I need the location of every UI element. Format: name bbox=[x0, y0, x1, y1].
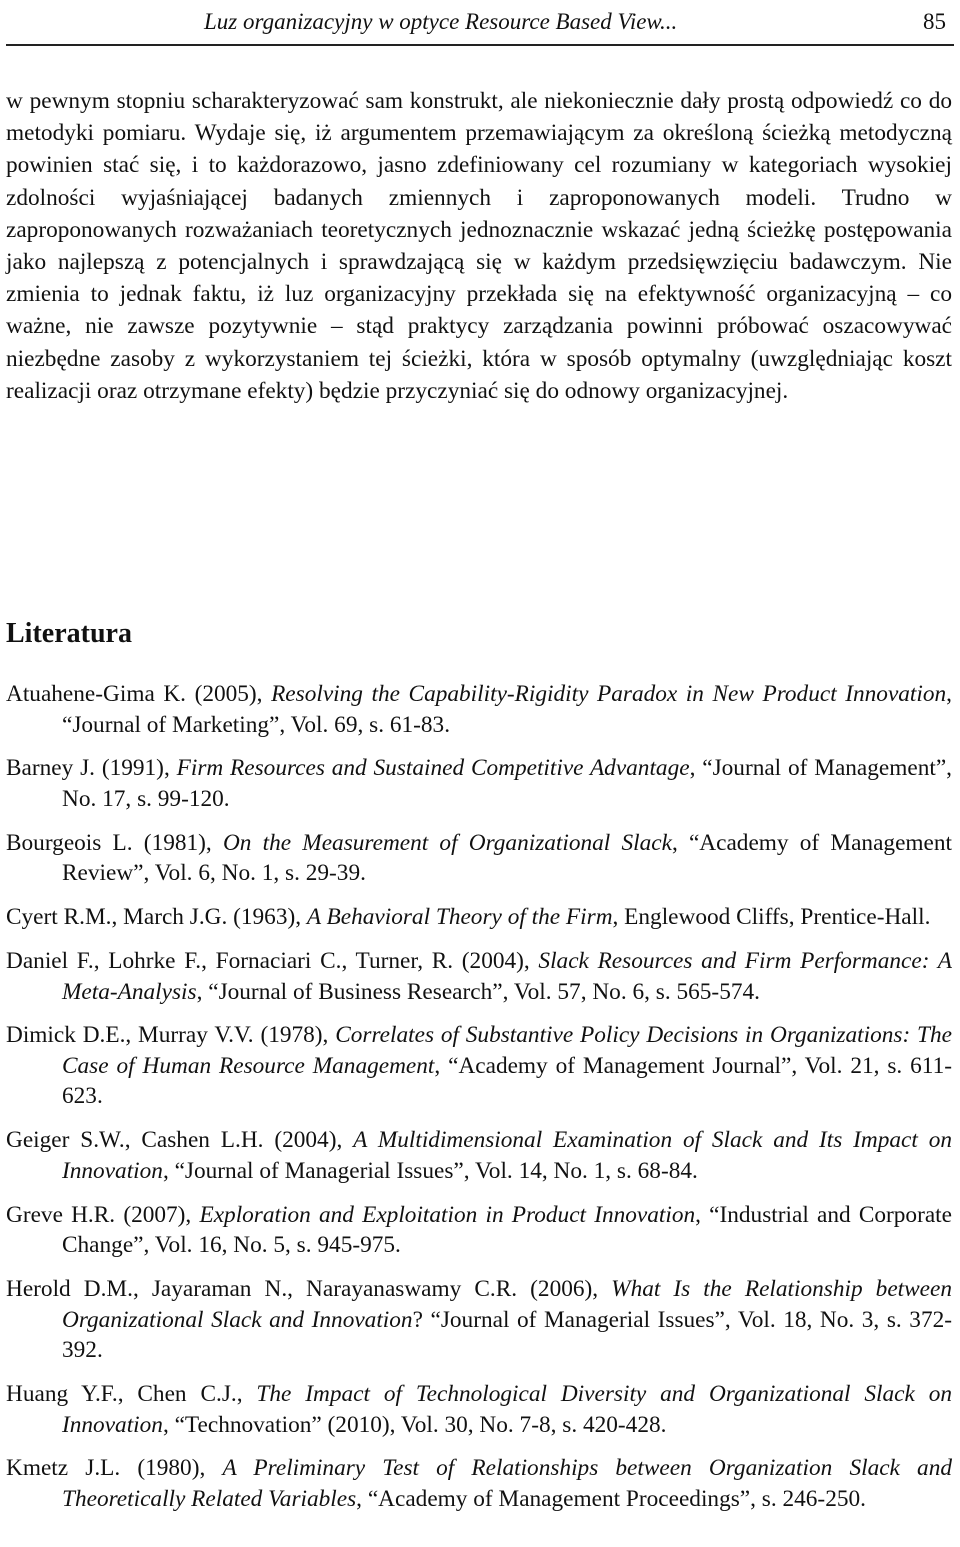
reference-source: ? “Journal of Managerial Issues”, Vol. 18, No. 3, s. 372-392. bbox=[62, 1306, 952, 1364]
reference-source: , “Journal of Managerial Issues”, Vol. 14, No. 1, s. 68-84. bbox=[162, 1157, 698, 1184]
reference-item bbox=[6, 679, 952, 740]
literature-heading: Literatura bbox=[6, 618, 132, 649]
reference-authors: Herold D.M., Jayaraman N., Narayanaswamy C.R. (2006), bbox=[6, 1276, 612, 1303]
reference-title: A Behavioral Theory of the Firm bbox=[306, 904, 613, 931]
reference-item bbox=[6, 946, 952, 1007]
reference-title: A Multidimensional Examination of Slack and Its Impact on Innovation bbox=[62, 1127, 953, 1184]
reference-authors: Barney J. (1991), bbox=[6, 755, 177, 782]
reference-item bbox=[6, 828, 952, 889]
reference-item bbox=[6, 1020, 952, 1112]
reference-title: Slack Resources and Firm Performance: A Meta-Analysis bbox=[62, 948, 952, 1005]
reference-list bbox=[6, 679, 952, 1528]
reference-authors: Kmetz J.L. (1980), bbox=[6, 1455, 223, 1482]
reference-title: Resolving the Capability-Rigidity Paradox in New Product Innovation bbox=[271, 681, 947, 707]
reference-authors: Dimick D.E., Murray V.V. (1978), bbox=[6, 1022, 336, 1049]
reference-source: , “Academy of Management Review”, Vol. 6, No. 1, s. 29-39. bbox=[62, 829, 952, 887]
reference-title: Exploration and Exploitation in Product Innovation bbox=[199, 1201, 696, 1228]
running-title: Luz organizacyjny w optyce Resource Based View... bbox=[204, 9, 678, 34]
reference-source: , “Journal of Management”, No. 17, s. 99-120. bbox=[62, 755, 953, 812]
reference-source: , Englewood Cliffs, Prentice-Hall. bbox=[612, 904, 931, 931]
reference-title: A Preliminary Test of Relationships between Organization Slack and Theoretically Related Variables bbox=[62, 1455, 953, 1512]
reference-source: , “Technovation” (2010), Vol. 30, No. 7-8, s. 420-428. bbox=[162, 1411, 667, 1438]
reference-item bbox=[6, 902, 952, 933]
page-header bbox=[6, 0, 954, 46]
reference-item bbox=[6, 1379, 952, 1440]
reference-item bbox=[6, 1200, 952, 1261]
reference-item bbox=[6, 753, 952, 814]
reference-source: , “Journal of Business Research”, Vol. 57, No. 6, s. 565-574. bbox=[196, 978, 760, 1005]
reference-item bbox=[6, 1125, 952, 1186]
reference-title: Correlates of Substantive Policy Decisions in Organizations: The Case of Human Resource Management bbox=[62, 1022, 952, 1079]
reference-title: The Impact of Technological Diversity and Organizational Slack on Innovation bbox=[62, 1381, 952, 1438]
reference-authors: Greve H.R. (2007), bbox=[6, 1201, 200, 1228]
reference-source: , “Journal of Marketing”, Vol. 69, s. 61-83. bbox=[62, 681, 952, 738]
body-paragraph: w pewnym stopniu scharakteryzować sam konstrukt, ale niekoniecznie dały prostą odpowiedź co do metodyki pomiaru. Wydaje się, iż argumentem przemawiającym za określoną ścieżką metodyczną powinien stać się, i to każdorazowo, jasno zdefiniowany cel rozumiany w kategoriach wysokiej zdolności wyjaśniającej badanych zmiennych i zaproponowanych modeli. Trudno w zaproponowanych rozważaniach teoretycznych jednoznacznie wskazać jedną ścieżkę postępowania jako najlepszą z potencjalnych i sprawdzającą się w każdym przedsięwzięciu badawczym. Nie zmienia to jednak faktu, iż luz organizacyjny przekłada się na efektywność organizacyjną – co ważne, nie zawsze pozytywnie – stąd praktycy zarządzania powinni próbować oszacowywać niezbędne zasoby z wykorzystaniem tej ścieżki, która w sposób optymalny (uwzględniając koszt realizacji oraz otrzymane efekty) będzie przyczyniać się do odnowy organizacyjnej. bbox=[6, 88, 952, 404]
reference-authors: Atuahene-Gima K. (2005), bbox=[6, 681, 272, 707]
reference-title: What Is the Relationship between Organizational Slack and Innovation bbox=[62, 1276, 953, 1333]
reference-authors: Geiger S.W., Cashen L.H. (2004), bbox=[6, 1127, 354, 1154]
reference-source: , “Academy of Management Journal”, Vol. 21, s. 611-623. bbox=[62, 1052, 952, 1110]
reference-authors: Daniel F., Lohrke F., Fornaciari C., Turner, R. (2004), bbox=[6, 948, 539, 975]
reference-source: , “Academy of Management Proceedings”, s. 246-250. bbox=[356, 1485, 866, 1512]
page-number: 85 bbox=[923, 9, 946, 34]
reference-authors: Cyert R.M., March J.G. (1963), bbox=[6, 904, 307, 931]
reference-item bbox=[6, 1274, 952, 1366]
reference-title: On the Measurement of Organizational Slack bbox=[222, 829, 672, 856]
reference-authors: Bourgeois L. (1981), bbox=[6, 829, 223, 856]
reference-source: , “Industrial and Corporate Change”, Vol. 16, No. 5, s. 945-975. bbox=[62, 1201, 952, 1259]
reference-item bbox=[6, 1453, 952, 1514]
reference-authors: Huang Y.F., Chen C.J., bbox=[6, 1381, 257, 1408]
reference-title: Firm Resources and Sustained Competitive Advantage bbox=[176, 755, 690, 782]
